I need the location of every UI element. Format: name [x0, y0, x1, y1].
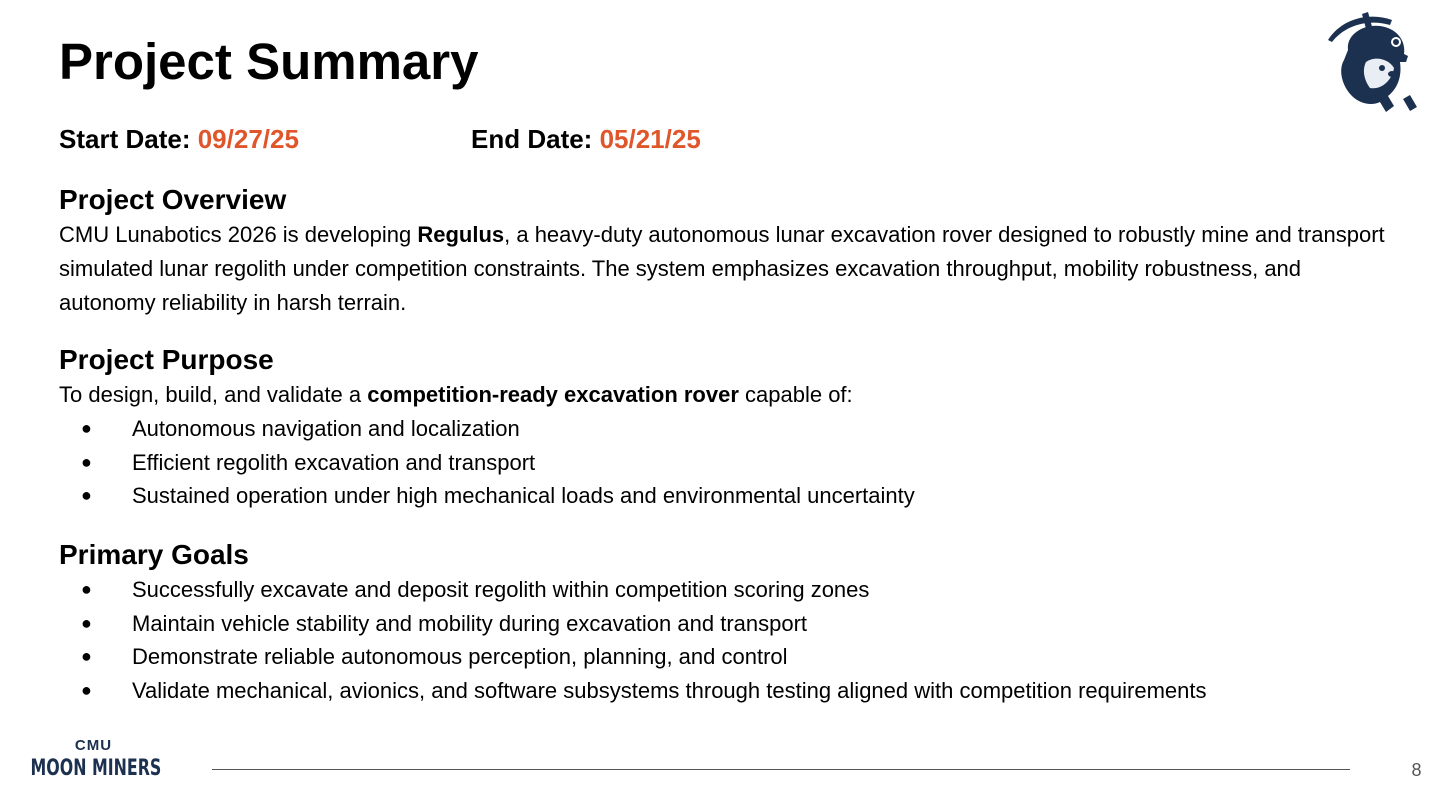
list-item: [59, 479, 1399, 513]
list-item: [59, 412, 1399, 446]
purpose-bullet-list: [59, 412, 1399, 513]
project-overview-text: [59, 218, 1399, 320]
beaver-miner-logo-icon: [1322, 10, 1422, 120]
bullet-icon: ●: [81, 579, 92, 599]
purpose-text-end: capable of:: [738, 382, 853, 407]
bullet-icon: ●: [81, 679, 92, 700]
bullet-icon: ●: [81, 418, 92, 438]
list-item: [59, 573, 1399, 607]
list-item: [59, 674, 1399, 708]
project-overview-section: [59, 182, 1399, 320]
end-date-value: 05/21/25: [599, 124, 701, 154]
project-purpose-text: [59, 378, 1399, 412]
primary-goals-heading: Primary Goals: [59, 539, 249, 570]
list-item-text: Efficient regolith excavation and transport: [132, 449, 536, 475]
end-date: [471, 122, 701, 156]
overview-text-start: CMU Lunabotics 2026 is developing: [59, 222, 418, 247]
purpose-text-start: To design, build, and validate a: [59, 382, 368, 407]
goals-bullet-list: [59, 573, 1399, 707]
list-item: [59, 446, 1399, 480]
primary-goals-section: [59, 537, 1399, 707]
bullet-icon: ●: [81, 485, 92, 505]
brand-logo-bottom-text: MOON MINERS: [30, 756, 162, 781]
list-item-text: Successfully excavate and deposit regolith within competition scoring zones: [132, 577, 870, 602]
project-purpose-section: [59, 342, 1399, 513]
page-number: 8: [1411, 760, 1422, 780]
footer-divider: [212, 769, 1350, 770]
purpose-bold-phrase: competition-ready excavation rover: [367, 382, 739, 407]
bullet-icon: ●: [81, 612, 92, 633]
slide-title: Project Summary: [59, 33, 479, 90]
list-item: [59, 640, 1399, 674]
list-item-text: Sustained operation under high mechanical loads and environmental uncertainty: [132, 483, 915, 508]
project-overview-heading: Project Overview: [59, 184, 287, 215]
list-item-text: Maintain vehicle stability and mobility during excavation and transport: [132, 610, 808, 636]
bullet-icon: ●: [81, 646, 92, 666]
overview-rover-name: Regulus: [417, 222, 505, 247]
list-item-text: Demonstrate reliable autonomous perception, planning, and control: [132, 644, 788, 669]
start-date-value: 09/27/25: [197, 124, 299, 154]
list-item: [59, 607, 1399, 641]
brand-logo-top-text: CMU: [74, 737, 113, 754]
end-date-label: End Date:: [471, 124, 593, 154]
moon-miners-logo: [26, 737, 161, 789]
bullet-icon: ●: [81, 451, 92, 472]
start-date-label: Start Date:: [59, 124, 191, 154]
project-purpose-heading: Project Purpose: [59, 344, 274, 375]
overview-text-end: , a heavy-duty autonomous lunar excavation rover designed to robustly mine and transport simulated lunar regolith under competition constraints. The system emphasizes excavation throughput, mobility robustness, and autonomy reliability in harsh terrain.: [59, 222, 1385, 315]
list-item-text: Validate mechanical, avionics, and software subsystems through testing aligned with competition requirements: [132, 677, 1207, 703]
list-item-text: Autonomous navigation and localization: [132, 416, 520, 441]
start-date: [59, 122, 299, 156]
